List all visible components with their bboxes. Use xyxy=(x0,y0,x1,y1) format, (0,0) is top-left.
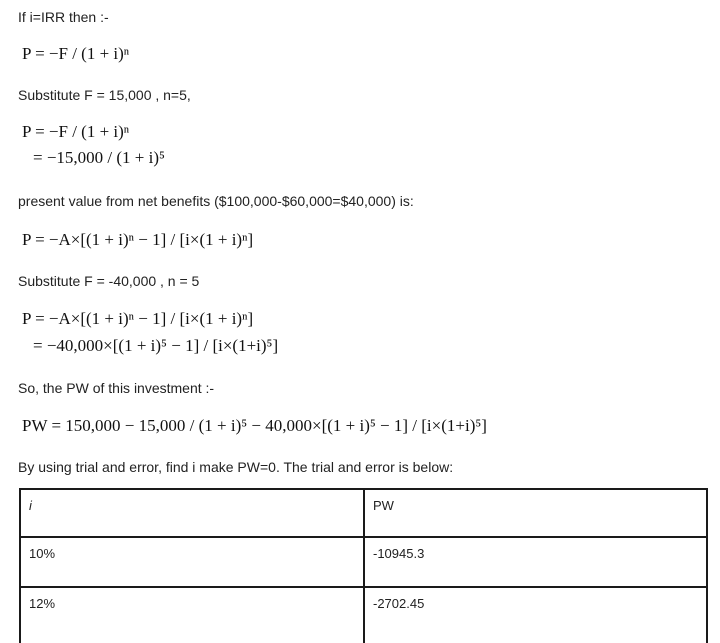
trial-error-table xyxy=(19,488,708,643)
table-row xyxy=(20,537,707,587)
equation-single-payment: P = −F / (1 + i)ⁿ xyxy=(22,122,130,141)
substitute-text-2: Substitute F = -40,000 , n = 5 xyxy=(18,273,200,289)
substitute-text: Substitute F = 15,000 , n=5, xyxy=(18,87,191,103)
table-cell-rate: 10% xyxy=(20,537,364,587)
intro-text: If i=IRR then :- xyxy=(18,9,109,25)
trial-intro-text: By using trial and error, find i make PW=0. The trial and error is below: xyxy=(18,459,454,475)
equation-pw-total: PW = 150,000 − 15,000 / (1 + i)⁵ − 40,000×[(1 + i)⁵ − 1] / [i×(1+i)⁵] xyxy=(22,416,487,435)
equation-present-value-single: P = −F / (1 + i)ⁿ xyxy=(22,44,130,63)
equation-single-payment-substituted: = −15,000 / (1 + i)⁵ xyxy=(33,148,165,167)
equation-annuity: P = −A×[(1 + i)ⁿ − 1] / [i×(1 + i)ⁿ] xyxy=(22,230,254,249)
table-header-row xyxy=(20,489,707,537)
table-header-i: i xyxy=(20,489,364,537)
table-row xyxy=(20,587,707,643)
table-cell-pw: -10945.3 xyxy=(364,537,707,587)
table-cell-pw: -2702.45 xyxy=(364,587,707,643)
equation-annuity-substituted: = −40,000×[(1 + i)⁵ − 1] / [i×(1+i)⁵] xyxy=(33,336,279,355)
table-cell-rate: 12% xyxy=(20,587,364,643)
equation-annuity-repeat: P = −A×[(1 + i)ⁿ − 1] / [i×(1 + i)ⁿ] xyxy=(22,309,254,328)
present-value-text: present value from net benefits ($100,000-$60,000=$40,000) is: xyxy=(18,193,414,209)
so-pw-text: So, the PW of this investment :- xyxy=(18,380,215,396)
table-header-pw: PW xyxy=(364,489,707,537)
